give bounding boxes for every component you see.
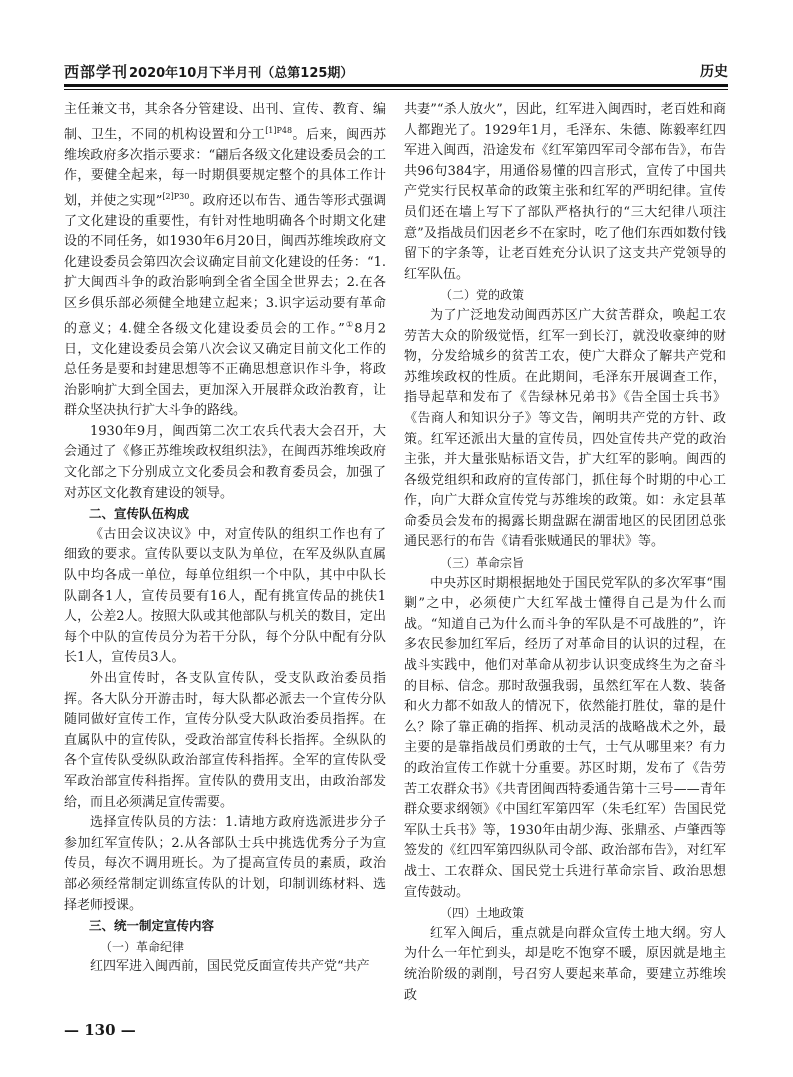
paragraph: 《古田会议决议》中，对宣传队的组织工作也有了细致的要求。宣传队要以支队为单位，在军及纵队直属队中均各成一单位，每单位组织一个中队，其中中队长队副各1人，宣传员要有16人，配有挑宣传品的挑伕1人，公差2人。按照大队或其他部队与机关的数目，定出每个中队的宣传员分为若干分队，每个分队中配有分队长1人，宣传员3人。 xyxy=(64,526,386,666)
paragraph: 选择宣传队员的方法：1.请地方政府选派进步分子参加红军宣传队；2.从各部队士兵中挑选优秀分子为宣传员，每次不调用班长。为了提高宣传员的素质，政治部必须经常制定训练宣传队的计划，印制训练材料、选择老师授课。 xyxy=(64,815,386,913)
left-column xyxy=(64,100,386,978)
paragraph: 主任兼文书，其余各分管建设、出刊、宣传、教育、编制、卫生，不同的机构设置和分工$^{[1]P48}$。后来，闽西苏维埃政府多次指示要求：“翩后各级文化建设委员会的工作，要健全起来，每一时期俱要规定整个的具体工作计划，并使之实现”$^{[2]P30}$。政府还以布告、通告等形式强调了文化建设的重要性，有针对性地明确各个时期文化建设的不同任务，如1930年6月20日，闽西苏维埃政府文化建设委员会第四次会议确定目前文化建设的任务：“1.扩大闽西斗争的政治影响到全省全国全世界去；2.在各区乡俱乐部必须健全地建立起来；3.识字运动要有革命的意义；4.健全各级文化建设委员会的工作。”①8月2日，文化建设委员会第八次会议又确定目前文化工作的总任务是要和封建思想等不正确思想意识作斗争，将政治影响扩大到全国去，更加深入开展群众政治教育，让群众坚决执行扩大斗争的路线。 xyxy=(64,102,386,419)
page-header xyxy=(64,58,728,84)
journal-logo: 西部学刊 xyxy=(64,63,129,81)
paragraph: 红四军进入闽西前，国民党反面宣传共产党“共产 xyxy=(90,959,370,975)
section-label: 历史 xyxy=(700,64,728,80)
paragraph: 1930年9月，闽西第二次工农兵代表大会召开，大会通过了《修正苏维埃政权组织法》，在闽西苏维埃政府文化部之下分别成立文化委员会和教育委员会，加强了对苏区文化教育建设的领导。 xyxy=(64,423,386,501)
subsection-heading: （二）党的政策 xyxy=(440,288,525,303)
section-heading: 二、宣传队伍构成 xyxy=(89,506,190,522)
paragraph: 红军入闽后，重点就是向群众宣传土地大纲。穷人为什么一年忙到头，却是吃不饱穿不暖，原因就是地主统治阶级的剥削，号召穷人要起来革命，要建立苏维埃政 xyxy=(404,925,726,1003)
subsection-heading: （一）革命纪律 xyxy=(100,939,185,954)
paragraph: 为了广泛地发动闽西苏区广大贫苦群众，唤起工农劳苦大众的阶级觉悟，红军一到长汀，就没收豪绅的财物，分发给城乡的贫苦工农，使广大群众了解共产党和苏维埃政权的性质。在此期间，毛泽东开展调查工作，指导起草和发布了《告绿林兄弟书》《告全国士兵书》《告商人和知识分子》等文告，阐明共产党的方针、政策。红军还派出大量的宣传员，四处宣传共产党的政治主张，并大量张贴标语文告，扩大红军的影响。闽西的各级党组织和政府的宣传部门，抓住每个时期的中心工作，向广大群众宣传党与苏维埃的政策。如：永定县革命委员会发布的揭露长期盘踞在湖雷地区的民团团总张通民恶行的布告《请看张贼通民的罪状》等。 xyxy=(404,307,726,550)
subsection-heading: （三）革命宗旨 xyxy=(440,556,525,571)
subsection-heading: （四）土地政策 xyxy=(440,906,525,921)
section-heading: 三、统一制定宣传内容 xyxy=(89,918,215,934)
paragraph: 中央苏区时期根据地处于国民党军队的多次军事“围剿”之中，必须使广大红军战士懂得自己是为什么而战。“知道自己为什么而斗争的军队是不可战胜的”，许多农民参加红军后，经历了对革命目的认识的过程，在战斗实践中，他们对革命从初步认识变成终生为之奋斗的目标、信念。那时敌强我弱，虽然红军在人数、装备和火力都不如敌人的情况下，依然能打胜仗，靠的是什么？除了靠正确的指挥、机动灵活的战略战术之外，最主要的是靠指战员们勇敢的士气，士气从哪里来？有力的政治宣传工作就十分重要。苏区时期，发布了《告劳苦工农群众书》《共青团闽西特委通告第十三号——青年群众要求纲领》《中国红军第四军（朱毛红军）告国民党军队士兵书》等，1930年由胡少海、张鼎丞、卢肇西等签发的《红四军第四纵队司令部、政治部布告》，对红军战士、工农群众、国民党士兵进行革命宗旨、政治思想宣传鼓动。 xyxy=(404,575,726,900)
right-column xyxy=(404,100,726,1006)
page-number: — 130 — xyxy=(64,1021,136,1039)
header-rule-thin xyxy=(64,89,728,90)
paragraph: 共妻”“杀人放火”，因此，红军进入闽西时，老百姓和商人都跑光了。1929年1月，毛泽东、朱德、陈毅率红四军进入闽西，沿途发布《红军第四军司令部布告》，布告共96句384字，用通俗易懂的四言形式，宣传了中国共产党实行民权革命的政策主张和红军的严明纪律。宣传员们还在墙上写下了部队严格执行的“三大纪律八项注意”及指战员们因老乡不在家时，吃了他们东西如数付钱留下的字条等，让老百姓充分认识了这支共产党领导的红军队伍。 xyxy=(404,102,726,282)
header-rule-thick xyxy=(64,84,728,87)
issue-info: 2020年10月下半月刊（总第125期） xyxy=(129,66,354,81)
paragraph: 外出宣传时，各支队宣传队，受支队政治委员指挥。各大队分开游击时，每大队都必派去一个宣传分队随同做好宣传工作，宣传分队受大队政治委员指挥。在直属队中的宣传队，受政治部宣传科长指挥。全纵队的各个宣传队受纵队政治部宣传科指挥。全军的宣传队受军政治部宣传科指挥。宣传队的费用支出，由政治部发给，而且必须满足宣传需要。 xyxy=(64,671,386,810)
